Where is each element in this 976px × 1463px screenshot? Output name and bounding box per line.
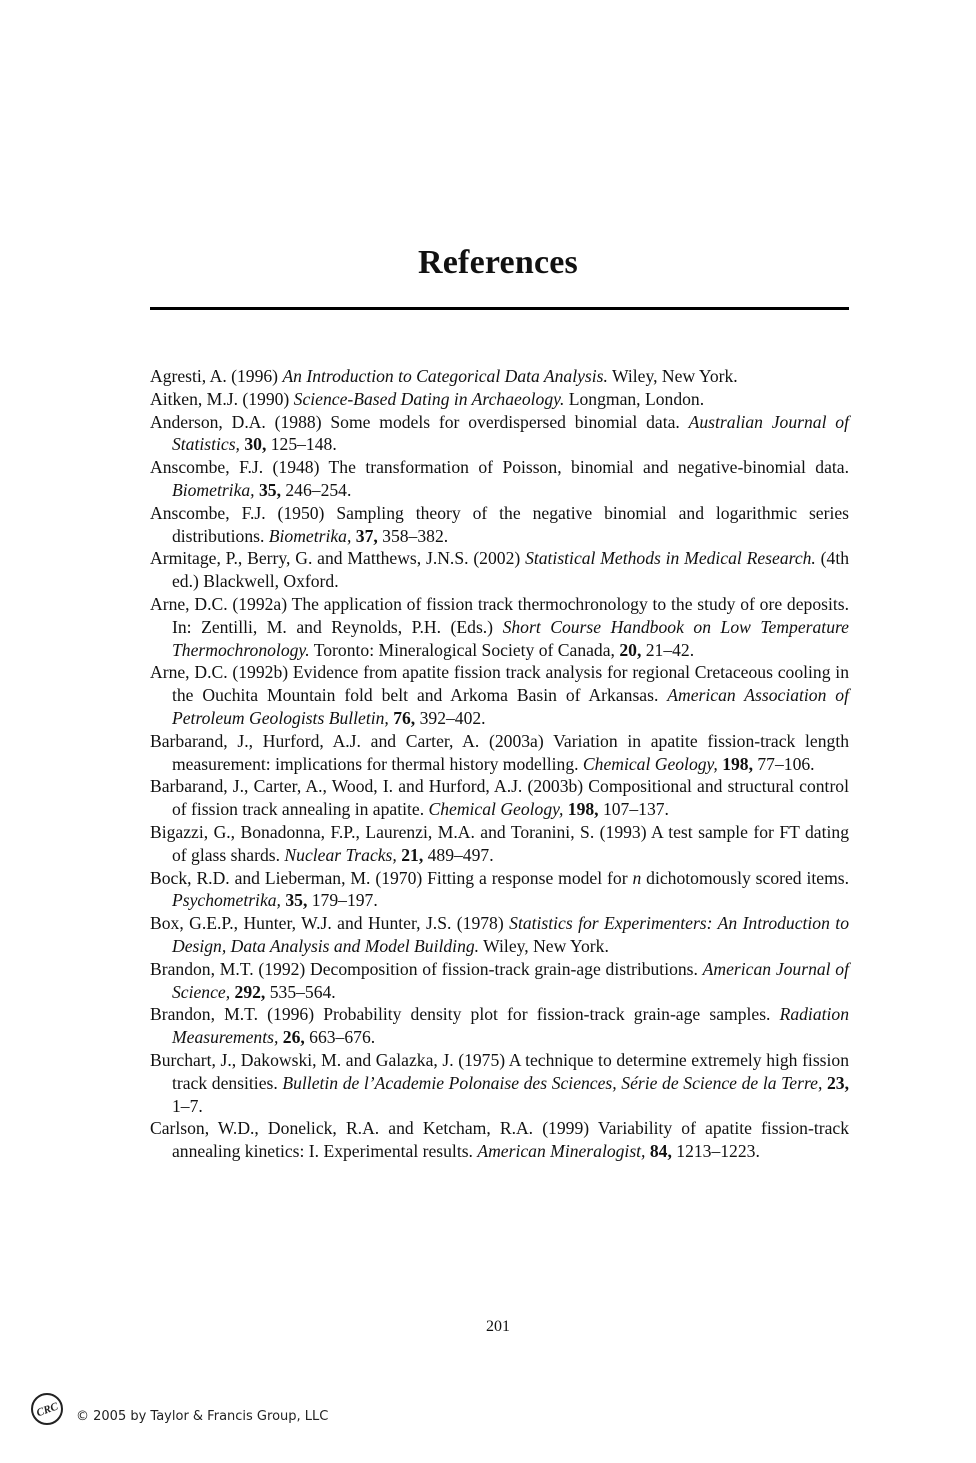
- reference-entry: [150, 1003, 849, 1049]
- crc-press-logo-icon: [30, 1392, 64, 1426]
- reference-entry: [150, 730, 849, 776]
- reference-volume: 35,: [285, 890, 308, 911]
- reference-entry: [150, 775, 849, 821]
- reference-text: Toronto: Mineralogical Society of Canada,: [309, 639, 620, 660]
- reference-italic-text: Statistical Methods in Medical Research.: [525, 548, 816, 569]
- reference-volume: 37,: [355, 525, 378, 546]
- reference-entry: [150, 593, 849, 661]
- reference-volume: 30,: [244, 434, 267, 455]
- reference-italic-text: An Introduction to Categorical Data Analysis.: [282, 366, 608, 386]
- reference-text: 179–197.: [307, 890, 378, 911]
- reference-italic-text: Chemical Geology,: [428, 799, 564, 820]
- reference-text: Wiley, New York.: [607, 366, 738, 386]
- reference-text: 663–676.: [304, 1027, 376, 1048]
- reference-text: Burchart, J., Dakowski, M. and Galazka, J. (1975) A technique to determine extremely high fission track densities.: [150, 1049, 849, 1093]
- reference-italic-text: American Journal of Science,: [172, 958, 849, 1002]
- page-number: 201: [486, 1318, 510, 1335]
- reference-text: Arne, D.C. (1992a) The application of fission track thermochronology to the study of ore deposits. In: Zentilli, M. and Reynolds, P.H. (Eds.): [150, 593, 849, 637]
- reference-text: Armitage, P., Berry, G. and Matthews, J.N.S. (2002): [150, 548, 526, 569]
- reference-text: Barbarand, J., Hurford, A.J. and Carter, A. (2003a) Variation in apatite fission-track length measurement: implications for thermal history modelling.: [150, 730, 849, 774]
- reference-entry: [150, 411, 849, 457]
- reference-volume: 23,: [827, 1072, 849, 1093]
- reference-italic-text: Statistics for Experimenters: An Introduction to Design, Data Analysis and Model Building.: [172, 913, 849, 956]
- reference-entry: [150, 1117, 849, 1163]
- reference-volume: 35,: [258, 479, 281, 500]
- reference-volume: 292,: [234, 981, 266, 1002]
- reference-entry: [150, 821, 849, 867]
- reference-volume: 20,: [619, 639, 642, 660]
- reference-italic-text: Nuclear Tracks,: [284, 844, 397, 865]
- reference-text: Brandon, M.T. (1992) Decomposition of fission-track grain-age distributions.: [150, 958, 703, 979]
- reference-text: Anderson, D.A. (1988) Some models for overdispersed binomial data.: [150, 411, 689, 432]
- reference-italic-text: Bulletin de l’Academie Polonaise des Sciences, Série de Science de la Terre,: [282, 1072, 823, 1093]
- reference-text: Bigazzi, G., Bonadonna, F.P., Laurenzi, M.A. and Toranini, S. (1993) A test sample for FT dating of glass shards.: [150, 821, 849, 865]
- reference-volume: 198,: [567, 799, 599, 820]
- page-title: References: [418, 244, 578, 281]
- reference-italic-text: Biometrika,: [172, 479, 255, 500]
- reference-volume: 21,: [401, 844, 424, 865]
- reference-volume: 198,: [722, 753, 753, 774]
- logo-text: CRC: [34, 1400, 60, 1420]
- reference-entry: [150, 912, 849, 958]
- reference-entry: [150, 661, 849, 729]
- reference-text: Bock, R.D. and Lieberman, M. (1970) Fitting a response model for: [150, 867, 633, 888]
- reference-volume: 26,: [282, 1027, 305, 1048]
- reference-text: 1213–1223.: [671, 1141, 760, 1162]
- reference-text: 77–106.: [752, 753, 815, 774]
- reference-text: Anscombe, F.J. (1950) Sampling theory of the negative binomial and logarithmic series distributions.: [150, 502, 849, 546]
- reference-text: 392–402.: [415, 707, 486, 728]
- reference-italic-text: American Mineralogist,: [477, 1141, 646, 1162]
- footer: [30, 1390, 328, 1428]
- reference-entry: [150, 502, 849, 548]
- reference-italic-text: Science-Based Dating in Archaeology.: [293, 388, 565, 409]
- reference-text: Wiley, New York.: [479, 935, 609, 956]
- reference-text: Carlson, W.D., Donelick, R.A. and Ketcham, R.A. (1999) Variability of apatite fission-track annealing kinetics: I. Experimental results.: [150, 1118, 849, 1162]
- reference-italic-text: Radiation Measurements,: [172, 1004, 849, 1048]
- reference-italic-text: Biometrika,: [268, 525, 352, 546]
- reference-text: (4th ed.) Blackwell, Oxford.: [172, 548, 850, 592]
- reference-text: Aitken, M.J. (1990): [150, 388, 294, 409]
- reference-text: Arne, D.C. (1992b) Evidence from apatite fission track analysis for regional Cretaceous cooling in the Ouchita Mountain fold belt and Arkoma Basin of Arkansas.: [150, 662, 849, 706]
- copyright-notice: © 2005 by Taylor & Francis Group, LLC: [76, 1408, 329, 1424]
- reference-entry: [150, 365, 849, 388]
- reference-italic-text: American Association of Petroleum Geologists Bulletin,: [172, 685, 849, 728]
- reference-entry: [150, 547, 849, 593]
- reference-text: 107–137.: [598, 799, 669, 820]
- reference-text: 489–497.: [423, 844, 494, 865]
- reference-volume: 84,: [649, 1141, 672, 1162]
- reference-text: Brandon, M.T. (1996) Probability density plot for fission-track grain-age samples.: [150, 1004, 780, 1025]
- reference-text: Anscombe, F.J. (1948) The transformation of Poisson, binomial and negative-binomial data.: [150, 457, 849, 478]
- reference-volume: 76,: [393, 707, 416, 728]
- reference-italic-text: Short Course Handbook on Low Temperature Thermochronology.: [172, 616, 849, 660]
- reference-text: 246–254.: [280, 479, 352, 500]
- reference-italic-text: Australian Journal of Statistics,: [172, 411, 849, 455]
- reference-text: Barbarand, J., Carter, A., Wood, I. and Hurford, A.J. (2003b) Compositional and structural control of fission track annealing in apatite.: [150, 776, 849, 820]
- reference-italic-text: Chemical Geology,: [582, 753, 718, 774]
- reference-text: dichotomously scored items.: [641, 867, 849, 888]
- reference-text: 125–148.: [266, 434, 337, 455]
- reference-italic-text: Psychometrika,: [172, 890, 281, 911]
- reference-text: 1–7.: [172, 1095, 203, 1116]
- reference-text: Longman, London.: [564, 388, 705, 409]
- reference-text: Agresti, A. (1996): [150, 366, 283, 386]
- reference-entry: [150, 456, 849, 502]
- reference-entry: [150, 958, 849, 1004]
- reference-text: 535–564.: [265, 981, 336, 1002]
- reference-text: 358–382.: [377, 525, 449, 546]
- title-rule: [150, 307, 849, 310]
- reference-entry: [150, 388, 849, 411]
- reference-entry: [150, 867, 849, 913]
- reference-italic-text: n: [632, 867, 642, 888]
- reference-entry: [150, 1049, 849, 1117]
- reference-text: Box, G.E.P., Hunter, W.J. and Hunter, J.S. (1978): [150, 913, 510, 934]
- reference-list: [150, 365, 849, 1163]
- reference-text: 21–42.: [641, 639, 695, 660]
